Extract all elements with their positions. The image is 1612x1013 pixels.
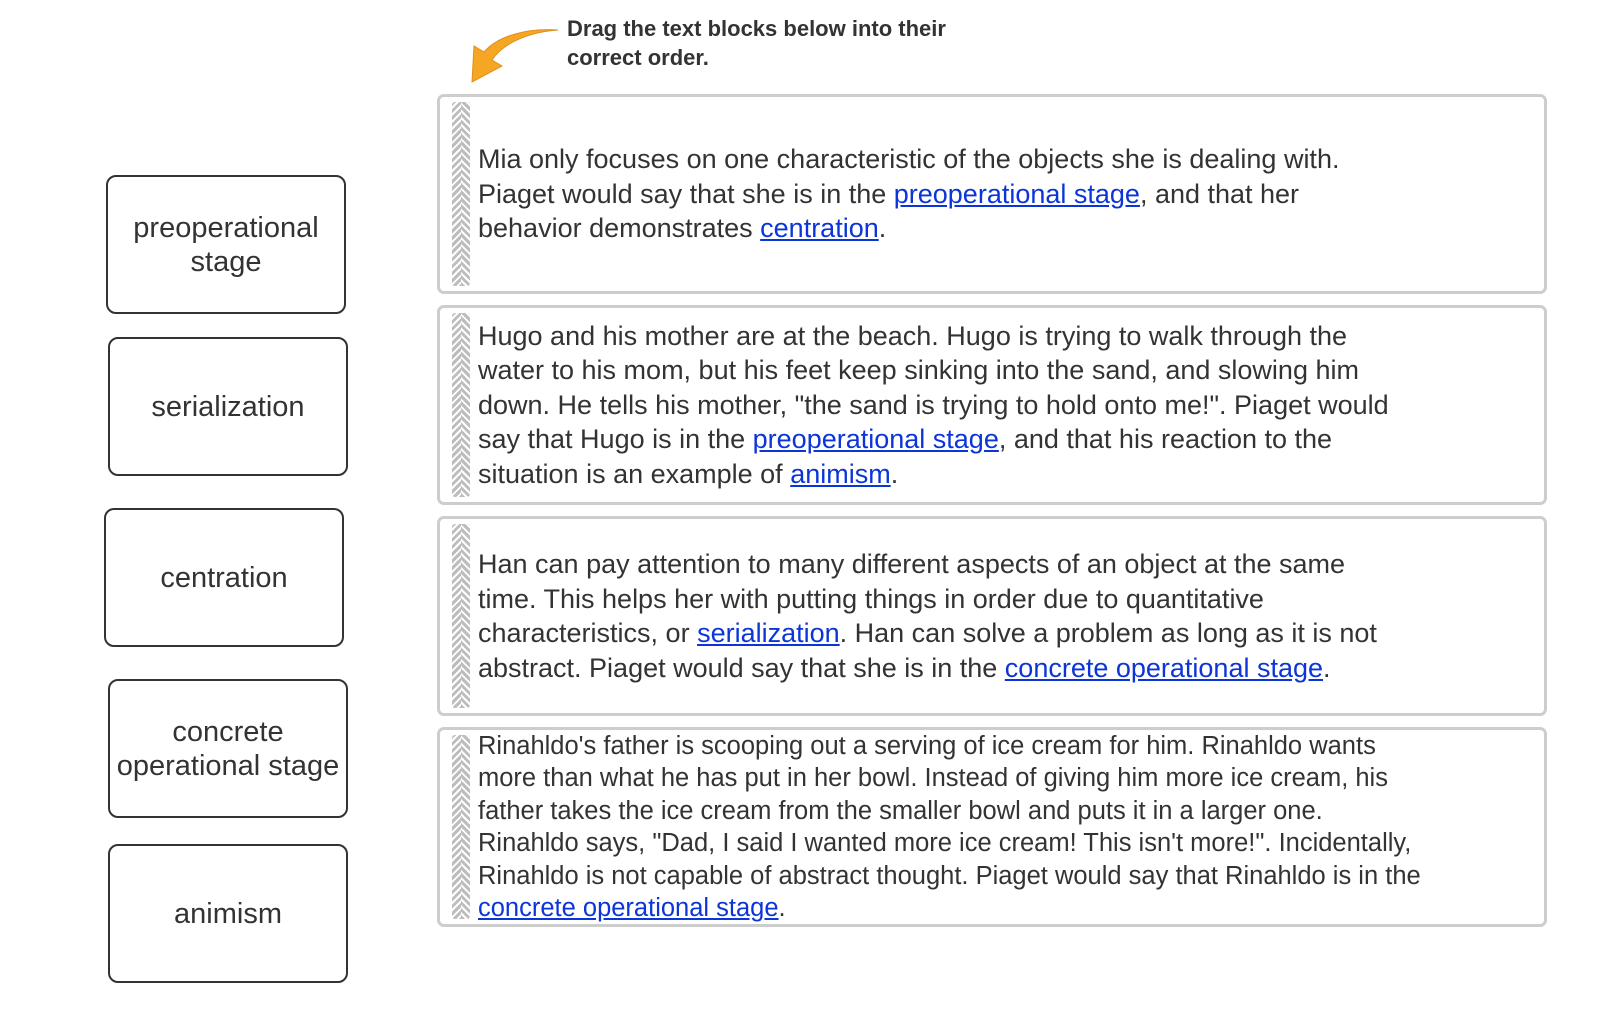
glossary-link[interactable]: preoperational stage	[752, 424, 999, 455]
block-sentence: Hugo and his mother are at the beach. Hugo is trying to walk through the water to his mom, but his feet keep sinking into the sand, and slowing him down. He tells his mother, "the sand is trying to hold onto me!". Piaget would say that Hugo is in the	[478, 320, 1389, 455]
drag-handle-icon[interactable]	[452, 313, 470, 497]
drag-handle-icon[interactable]	[452, 524, 470, 708]
term-card-serialization[interactable]: serialization	[108, 337, 348, 476]
term-card-concrete-operational-stage[interactable]: concrete operational stage	[108, 679, 348, 818]
glossary-link[interactable]: centration	[760, 213, 879, 244]
block-sentence: . Han can solve a problem as long as it is not abstract. Piaget would say that she is in the	[478, 618, 1377, 683]
instruction-text: Drag the text blocks below into their correct order.	[567, 16, 946, 70]
block-text	[478, 730, 1423, 925]
block-sentence: .	[890, 458, 899, 489]
text-block-han[interactable]	[437, 516, 1547, 716]
term-card-animism[interactable]: animism	[108, 844, 348, 983]
glossary-link[interactable]: serialization	[697, 618, 840, 648]
drag-handle-icon[interactable]	[452, 102, 470, 286]
block-sentence: , and that her behavior demonstrates	[478, 178, 1300, 244]
glossary-link[interactable]: animism	[790, 458, 891, 489]
block-text	[478, 547, 1408, 685]
block-sentence: Han can pay attention to many different aspects of an object at the same time. This helps her with putting things in order due to quantitative characteristics, or	[478, 549, 1346, 648]
block-sentence: .	[1323, 652, 1331, 683]
block-sentence: Rinahldo's father is scooping out a serving of ice cream for him. Rinahldo wants more than what he has put in her bowl. Instead of giving him more ice cream, his father takes the ice cream from the smaller bowl and puts it in a larger one. Rinahldo says, "Dad, I said I wanted more ice cream! This isn't more!". Incidentally, Rinahldo is not capable of abstract thought. Piaget would say that Rinahldo is in the	[478, 731, 1421, 890]
block-text	[478, 142, 1408, 246]
glossary-link[interactable]: concrete operational stage	[478, 894, 779, 922]
glossary-link[interactable]: concrete operational stage	[1004, 652, 1324, 683]
glossary-link[interactable]: preoperational stage	[893, 178, 1140, 209]
block-sentence: Mia only focuses on one characteristic of the objects she is dealing with. Piaget would say that she is in the	[478, 144, 1340, 209]
orange-arrow-icon	[468, 26, 560, 84]
block-text	[478, 319, 1408, 492]
term-card-preoperational-stage[interactable]: preoperational stage	[106, 175, 346, 314]
text-block-rinahldo[interactable]	[437, 727, 1547, 927]
block-sentence: .	[778, 894, 786, 922]
block-sentence: , and that his reaction to the situation is an example of	[478, 424, 1333, 489]
drag-handle-icon[interactable]	[452, 735, 470, 919]
term-card-centration[interactable]: centration	[104, 508, 344, 647]
block-sentence: .	[878, 213, 887, 244]
text-block-mia[interactable]	[437, 94, 1547, 294]
text-block-hugo[interactable]	[437, 305, 1547, 505]
